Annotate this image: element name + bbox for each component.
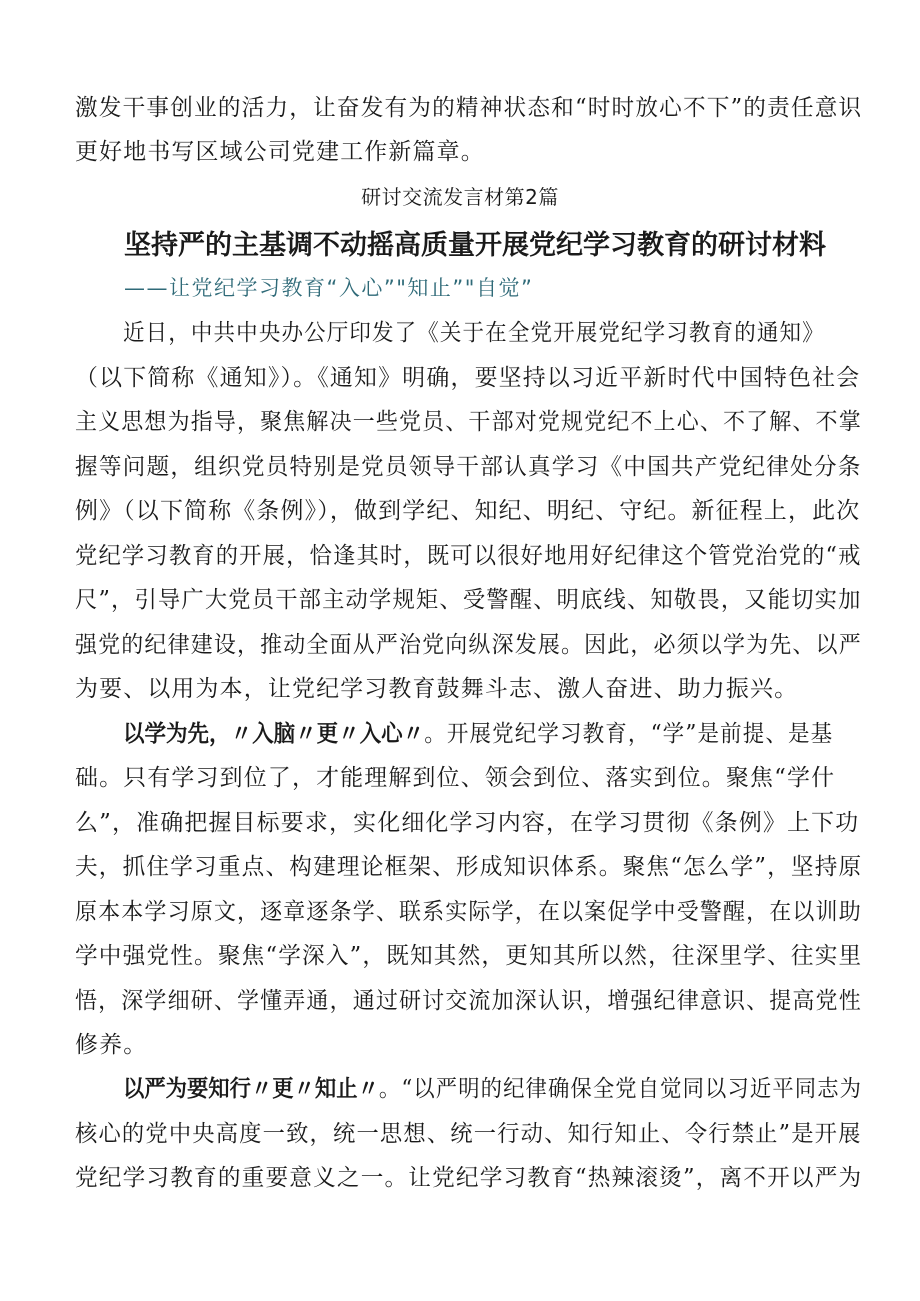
- paragraph-2-line: 原本本学习原文，逐章逐条学、联系实际学，在以案促学中受警醒，在以训助: [75, 899, 862, 925]
- body-line: 激发干事创业的活力，让奋发有为的精神状态和“时时放心不下”的责任意识: [75, 95, 863, 121]
- paragraph-2-line: 础。只有学习到位了，才能理解到位、领会到位、落实到位。聚焦“学什: [75, 765, 836, 791]
- paragraph-3-first-line: [123, 1073, 863, 1105]
- paragraph-1-line: 强党的纪律建设，推动全面从严治党向纵深发展。因此，必须以学为先、以严: [75, 632, 862, 658]
- paragraph-3-line: 党纪学习教育的重要意义之一。让党纪学习教育“热辣滚烫”，离不开以严为: [75, 1165, 863, 1191]
- paragraph-2-line: 悟，深学细研、学懂弄通，通过研讨交流加深认识，增强纪律意识、提高党性: [75, 988, 862, 1014]
- paragraph-1-line: （以下简称《通知》）。《通知》明确，要坚持以习近平新时代中国特色社会: [75, 365, 861, 391]
- body-line: 更好地书写区域公司党建工作新篇章。: [75, 139, 485, 165]
- paragraph-3-heading: 以严为要知行〃更〃知止〃: [123, 1076, 379, 1102]
- document-subtitle: ——让党纪学习教育“入心”"知止”"自觉”: [124, 276, 534, 300]
- paragraph-2-line: 么”，准确把握目标要求，实化细化学习内容，在学习贯彻《条例》上下功: [75, 810, 860, 836]
- paragraph-2-first-line: [123, 718, 862, 750]
- paragraph-1-line: 近日，中共中央办公厅印发了《关于在全党开展党纪学习教育的通知》: [123, 320, 825, 346]
- paragraph-1-line: 为要、以用为本，让党纪学习教育鼓舞斗志、激人奋进、助力振兴。: [75, 676, 799, 702]
- paragraph-2-line: 学中强党性。聚焦“学深入”，既知其然，更知其所以然，往深里学、往实里: [75, 943, 863, 969]
- paragraph-1-line: 尺”，引导广大党员干部主动学规矩、受警醒、明底线、知敬畏，又能切实加: [75, 587, 862, 613]
- paragraph-1-line: 党纪学习教育的开展，恰逢其时，既可以很好地用好纪律这个管党治党的“戒: [75, 543, 862, 569]
- paragraph-1-line: 例》（以下简称《条例》），做到学纪、知纪、明纪、守纪。新征程上，此次: [75, 498, 861, 524]
- paragraph-2-line: 夫，抓住学习重点、构建理论框架、形成知识体系。聚焦“怎么学”，坚持原: [75, 854, 863, 880]
- paragraph-1-line: 握等问题，组织党员特别是党员领导干部认真学习《中国共产党纪律处分条: [75, 454, 862, 480]
- paragraph-2-line: 修养。: [75, 1032, 148, 1058]
- paragraph-2-first-line-text: 。开展党纪学习教育，“学”是前提、是基: [424, 721, 834, 747]
- paragraph-3-line: 核心的党中央高度一致，统一思想、统一行动、知行知止、令行禁止”是开展: [75, 1121, 862, 1147]
- paragraph-3-first-line-text: 。“以严明的纪律确保全党自觉同以习近平同志为: [378, 1076, 863, 1102]
- paragraph-1-line: 主义思想为指导，聚焦解决一些党员、干部对党规党纪不上心、不了解、不掌: [75, 409, 862, 435]
- section-label: 研讨交流发言材第2篇: [361, 185, 559, 209]
- document-title: 坚持严的主基调不动摇高质量开展党纪学习教育的研讨材料: [124, 230, 826, 261]
- paragraph-2-heading: 以学为先，〃入脑〃更〃入心〃: [123, 721, 425, 747]
